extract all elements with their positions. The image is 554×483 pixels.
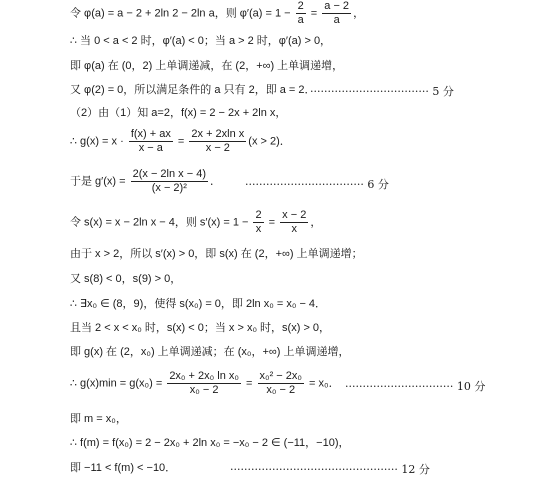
numerator: a − 2 [324,0,350,12]
text: = x₀． [305,377,340,390]
line-12: 且当 2 < x < x₀ 时，s(x) < 0；当 x > x₀ 时，s(x) > 0， [70,322,331,334]
fraction [253,209,263,236]
fraction [131,168,208,195]
text: ． [209,175,221,188]
text: ∴ g(x) = x · [70,135,127,148]
denominator: a [333,14,340,26]
numerator: 2x + 2xln x [191,128,245,140]
score-12: ················································ 12 分 [230,463,430,476]
denominator: x [291,223,297,235]
line-14 [70,370,340,397]
denominator: (x − 2)² [151,182,187,194]
denominator: a [297,14,304,26]
score-10: ······························· 10 分 [345,380,486,393]
line-5: （2）由（1）知 a=2，f(x) = 2 − 2x + 2ln x， [70,107,287,119]
denominator: x₀ − 2 [266,384,296,396]
score-6: ·································· 6 分 [245,178,389,191]
fraction [129,128,173,155]
numerator: 2(x − 2ln x − 4) [132,168,206,180]
text: = [174,135,188,148]
line-9: 由于 x > 2，所以 s′(x) > 0，即 s(x) 在 (2，+∞) 上单调递增； [70,248,363,260]
line-15: 即 m = x₀， [70,413,127,425]
denominator: x − a [138,142,163,154]
line-16: ∴ f(m) = f(x₀) = 2 − 2x₀ + 2ln x₀ = −x₀ − 2 ∈ (−11，−10)， [70,437,350,449]
fraction [280,209,308,236]
text: ∴ g(x)min = g(x₀) = [70,377,166,390]
line-17: 即 −11 < f(m) < −10． [70,462,177,474]
line-13: 即 g(x) 在 (2，x₀) 上单调递减；在 (x₀，+∞) 上单调递增， [70,346,350,358]
score-5: ·································· 5 分 [310,85,454,98]
denominator: x₀ − 2 [189,384,219,396]
numerator: 2 [255,209,262,221]
numerator: x₀² − 2x₀ [259,370,302,382]
denominator: x − 2 [205,142,230,154]
text: = [265,216,279,229]
text: (x > 2)． [248,135,291,148]
fraction [189,128,246,155]
text: 令 φ(a) = a − 2 + 2ln 2 − 2ln a，则 φ′(a) = 1 − [70,7,294,20]
line-4: 又 φ(2) = 0，所以满足条件的 a 只有 2，即 a = 2． [70,84,316,96]
fraction [258,370,304,397]
fraction [167,370,241,397]
text: ， [353,7,365,20]
fraction [322,0,351,27]
line-3: 即 φ(a) 在 (0，2) 上单调递减，在 (2，+∞) 上单调递增， [70,60,344,72]
fraction [296,0,306,27]
denominator: x [255,223,262,235]
text: = [307,7,321,20]
line-2: ∴ 当 0 < a < 2 时，φ′(a) < 0；当 a > 2 时，φ′(a) > 0， [70,35,332,47]
text: = [242,377,256,390]
line-10: 又 s(8) < 0，s(9) > 0， [70,273,182,285]
line-11: ∴ ∃x₀ ∈ (8，9)，使得 s(x₀) = 0，即 2ln x₀ = x₀ − 4． [70,298,327,310]
numerator: 2 [297,0,304,12]
line-8 [70,209,321,236]
numerator: 2x₀ + 2x₀ ln x₀ [169,370,239,382]
numerator: x − 2 [282,209,307,221]
line-1 [70,0,364,27]
text: 令 s(x) = x − 2ln x − 4，则 s′(x) = 1 − [70,216,252,229]
text: ， [310,216,322,229]
numerator: f(x) + ax [130,128,171,140]
line-7 [70,168,221,195]
text: 于是 g′(x) = [70,175,129,188]
line-6 [70,128,291,155]
